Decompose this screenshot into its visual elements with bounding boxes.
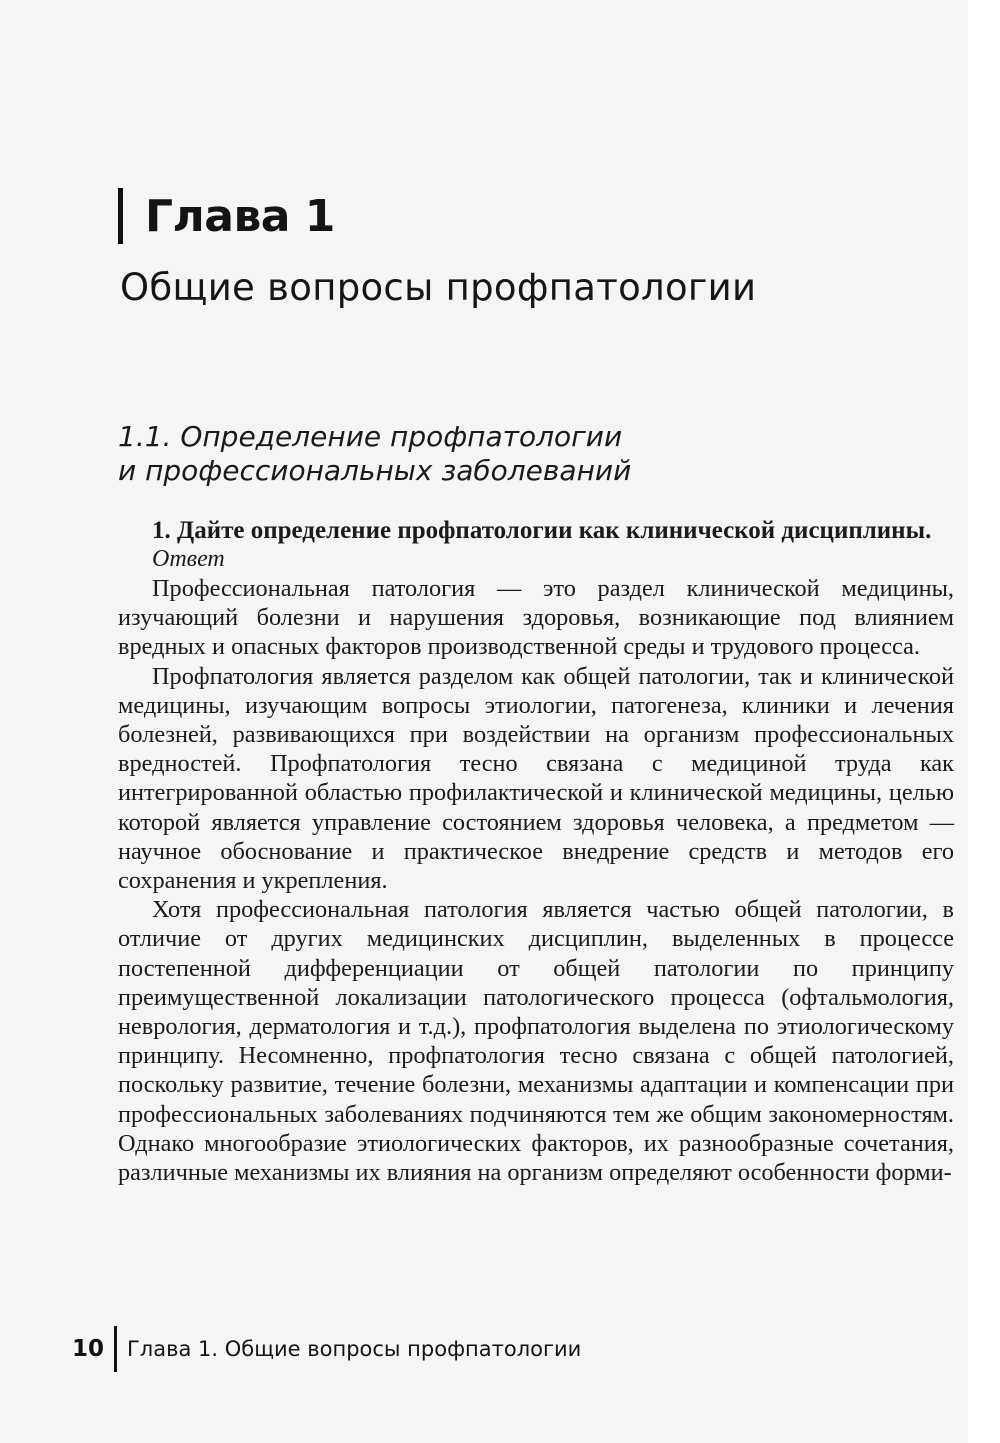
paragraph: Хотя профессиональная патология является частью общей патологии, в отличие от других медицинских дисциплин, выделенных в процессе постепенной дифференциации от общей патологии по принципу преимущественной локализации патологического процесса (офтальмология, неврология, дерматология и т.д.), профпатология выделена по этиологическому принципу. Несомненно, профпатология тесно связана с общей патологией, поскольку развитие, течение болезни, механизмы адаптации и компенсации при профессиональных заболеваниях подчиняются тем же общим закономерностям. Однако многообразие этиологических факторов, их разнообразные сочетания, различные механизмы их влияния на организм определяют особенности форми- xyxy=(118,896,954,1187)
section-title xyxy=(118,420,878,488)
section-title-line-1: 1.1. Определение профпатологии xyxy=(118,420,623,453)
page-number: 10 xyxy=(72,1336,105,1362)
footer-divider xyxy=(114,1326,117,1372)
page-footer xyxy=(72,1326,581,1372)
answer-label: Ответ xyxy=(152,546,225,572)
section-title-line-2: и профессиональных заболеваний xyxy=(118,454,632,487)
chapter-label: Глава 1 xyxy=(145,190,335,242)
question-text: 1. Дайте определение профпатологии как клинической дисциплины. xyxy=(152,517,932,544)
chapter-heading xyxy=(118,188,335,244)
paragraph: Профессиональная патология — это раздел клинической медицины, изучающий болезни и нарушения здоровья, возникающие под влиянием вредных и опасных факторов производственной среды и трудового процесса. xyxy=(118,575,954,661)
question-block xyxy=(118,516,954,1187)
paragraph: Профпатология является разделом как общей патологии, так и клинической медицины, изучающим вопросы этиологии, патогенеза, клиники и лечения болезней, развивающихся при воздействии на организм профессиональных вредностей. Профпатология тесно связана с медициной труда как интегрированной областью профилактической и клинической медицины, целью которой является управление состоянием здоровья человека, а предметом — научное обоснование и практическое внедрение средств и методов его сохранения и укрепления. xyxy=(118,662,954,895)
chapter-title: Общие вопросы профпатологии xyxy=(120,266,757,309)
running-head: Глава 1. Общие вопросы профпатологии xyxy=(127,1337,582,1361)
chapter-bar xyxy=(118,188,123,244)
